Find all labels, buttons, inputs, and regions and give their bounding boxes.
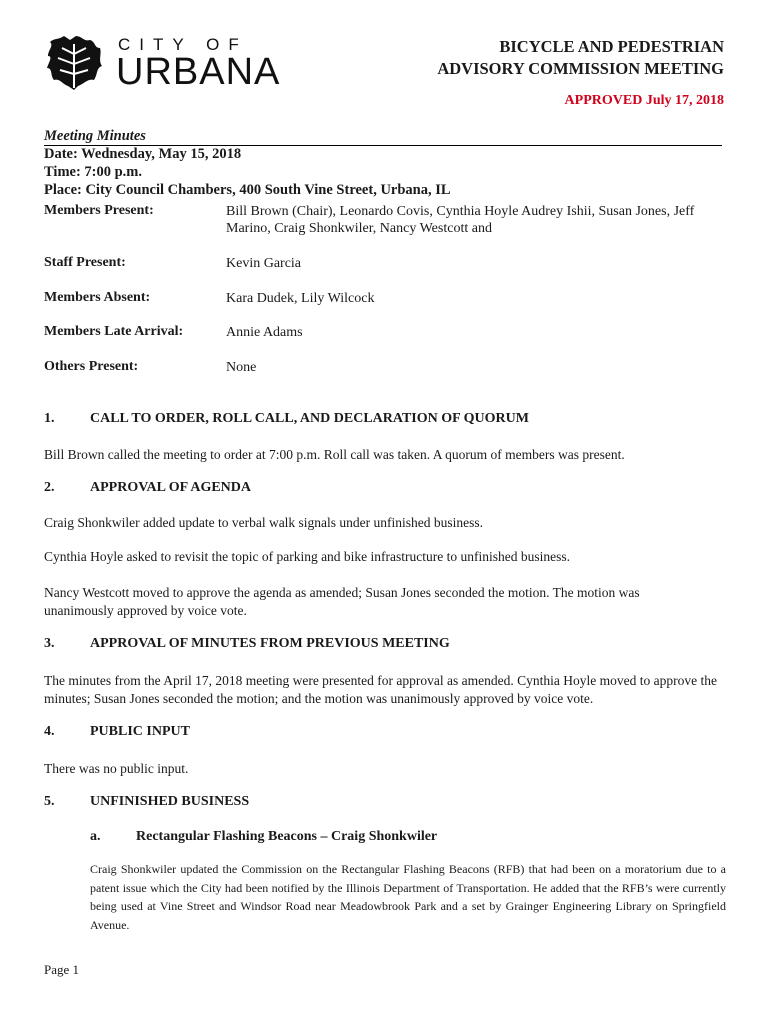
- section-2-paragraph-2: Cynthia Hoyle asked to revisit the topic of parking and bike infrastructure to unfinished business.: [44, 549, 571, 564]
- members-present-label: Members Present:: [44, 203, 154, 218]
- title-line-1: BICYCLE AND PEDESTRIAN: [499, 37, 724, 56]
- meeting-time: Time: 7:00 p.m.: [44, 164, 143, 180]
- section-3-number: 3.: [44, 636, 55, 651]
- section-5a-heading: Rectangular Flashing Beacons – Craig Shonkwiler: [136, 829, 438, 844]
- page-number: Page 1: [44, 962, 80, 977]
- meeting-minutes-label: Meeting Minutes: [44, 128, 146, 144]
- title-line-2: ADVISORY COMMISSION MEETING: [437, 59, 724, 78]
- members-present-value: Bill Brown (Chair), Leonardo Covis, Cynthia Hoyle Audrey Ishii, Susan Jones, Jeff Marino, Craig Shonkwiler, Nancy Westcott and: [226, 204, 695, 236]
- section-5-number: 5.: [44, 794, 55, 809]
- members-absent-label: Members Absent:: [44, 290, 151, 305]
- members-late-label: Members Late Arrival:: [44, 324, 184, 339]
- section-1-number: 1.: [44, 411, 55, 426]
- section-2-number: 2.: [44, 480, 55, 495]
- others-present-label: Others Present:: [44, 359, 139, 374]
- meeting-date: Date: Wednesday, May 15, 2018: [44, 146, 242, 162]
- city-of-urbana-logo-icon: [44, 34, 106, 90]
- section-4-paragraph: There was no public input.: [44, 761, 189, 776]
- section-1-paragraph: Bill Brown called the meeting to order at 7:00 p.m. Roll call was taken. A quorum of members was present.: [44, 447, 625, 462]
- section-4-heading: PUBLIC INPUT: [90, 724, 190, 739]
- section-5a-letter: a.: [90, 829, 101, 844]
- logo-urbana-text: URBANA: [116, 51, 281, 93]
- staff-present-value: Kevin Garcia: [226, 256, 302, 271]
- section-4-number: 4.: [44, 724, 55, 739]
- members-late-value: Annie Adams: [226, 325, 303, 340]
- section-2-paragraph-1: Craig Shonkwiler added update to verbal walk signals under unfinished business.: [44, 515, 484, 530]
- section-3-heading: APPROVAL OF MINUTES FROM PREVIOUS MEETING: [90, 636, 450, 651]
- approved-stamp: APPROVED July 17, 2018: [564, 93, 724, 108]
- section-2-paragraph-3: Nancy Westcott moved to approve the agenda as amended; Susan Jones seconded the motion. The motion was unanimously approved by voice vote.: [44, 585, 640, 618]
- members-absent-value: Kara Dudek, Lily Wilcock: [226, 291, 375, 306]
- meeting-place: Place: City Council Chambers, 400 South Vine Street, Urbana, IL: [44, 182, 451, 198]
- document-title: [437, 36, 724, 80]
- section-1-heading: CALL TO ORDER, ROLL CALL, AND DECLARATION OF QUORUM: [90, 411, 529, 426]
- section-5a-paragraph: Craig Shonkwiler updated the Commission on the Rectangular Flashing Beacons (RFB) that had been on a moratorium due to a patent issue which the City had been notified by the Illinois Department of Transportation. He added that the RFB’s were currently being used at Vine Street and Windsor Road near Meadowbrook Park and a set by Grainger Engineering Library on Springfield Avenue.: [90, 862, 726, 932]
- logo-city-of-text: CITY OF: [118, 35, 248, 54]
- section-2-heading: APPROVAL OF AGENDA: [90, 480, 252, 495]
- others-present-value: None: [226, 360, 257, 375]
- section-3-paragraph: The minutes from the April 17, 2018 meeting were presented for approval as amended. Cynthia Hoyle moved to approve the minutes; Susan Jones seconded the motion; and the motion was unanimously approved by voice vote.: [44, 673, 717, 706]
- staff-present-label: Staff Present:: [44, 255, 126, 270]
- section-5-heading: UNFINISHED BUSINESS: [90, 794, 250, 809]
